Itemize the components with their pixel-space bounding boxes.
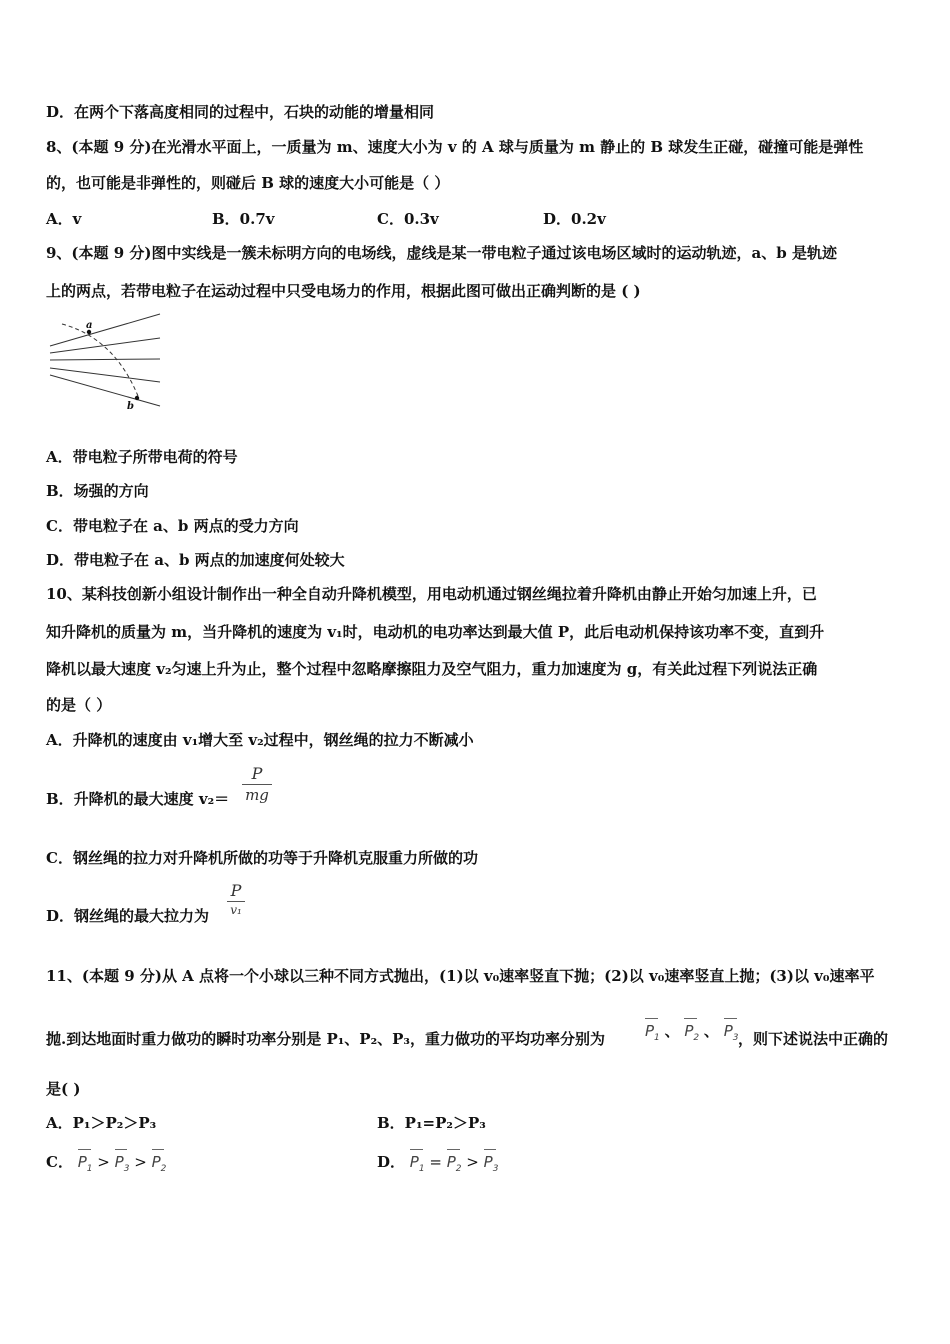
avg-power-p3: $P_3$ <box>115 1152 130 1179</box>
q11-stem-line2-end: ，则下述说法中正确的 <box>738 1030 889 1048</box>
q10-option-c: C．钢丝绳的拉力对升降机所做的功等于升降机克服重力所做的功 <box>46 849 478 867</box>
q11-option-b: B．P₁=P₂＞P₃ <box>377 1114 486 1132</box>
electric-field-figure <box>44 308 168 416</box>
avg-power-p1: $P_1$ <box>78 1152 93 1179</box>
q8-option-b: B．0.7v <box>212 210 275 228</box>
point-b <box>135 396 139 400</box>
avg-power-p3: $P_3$ <box>484 1152 499 1179</box>
q9-option-c: C．带电粒子在 a、b 两点的受力方向 <box>46 517 299 535</box>
avg-power-p3: $P_3$ <box>724 1021 739 1048</box>
avg-power-p2: $P_2$ <box>447 1152 462 1179</box>
q10-option-b: B．升降机的最大速度 v₂＝ <box>46 790 230 808</box>
q11-stem-line3: 是( ) <box>46 1080 81 1098</box>
q10-stem-line2: 知升降机的质量为 m，当升降机的速度为 v₁时，电动机的电功率达到最大值 P，此后电动机保持该功率不变，直到升 <box>46 623 825 641</box>
q10-stem-line4: 的是（ ） <box>46 696 112 714</box>
fraction-denominator: v₁ <box>230 903 242 917</box>
fraction-numerator: P <box>230 881 242 900</box>
q10-stem-line1: 10、某科技创新小组设计制作出一种全自动升降机模型，用电动机通过钢丝绳拉着升降机由静止开始匀加速上升，已 <box>46 585 817 603</box>
field-line <box>50 314 160 346</box>
q11-option-d: D． $P_1 = P_2 > P_3$ <box>377 1152 498 1179</box>
q8-option-a: A．v <box>46 210 82 228</box>
q10-option-d-fraction <box>227 881 245 917</box>
label-b: b <box>127 401 134 412</box>
q9-option-d: D．带电粒子在 a、b 两点的加速度何处较大 <box>46 551 345 569</box>
q11-option-a: A．P₁＞P₂＞P₃ <box>46 1114 157 1132</box>
q11-stem-line2: 抛.到达地面时重力做功的瞬时功率分别是 P₁、P₂、P₃，重力做功的平均功率分别为 <box>46 1030 605 1048</box>
q11-stem-line1: 11、(本题 9 分)从 A 点将一个小球以三种不同方式抛出，(1)以 v₀速率竖直下抛；(2)以 v₀速率竖直上抛；(3)以 v₀速率平 <box>46 967 875 985</box>
avg-power-p2: $P_2$ <box>684 1021 699 1048</box>
q8-option-d: D．0.2v <box>543 210 606 228</box>
q10-option-b-fraction <box>242 764 272 804</box>
avg-power-p1: $P_1$ <box>645 1021 660 1048</box>
q8-stem-line2: 的，也可能是非弹性的，则碰后 B 球的速度大小可能是（ ） <box>46 174 450 192</box>
q11-option-c: C． $P_1 > P_3 > P_2$ <box>46 1152 166 1179</box>
field-line <box>50 338 160 353</box>
q10-option-a: A．升降机的速度由 v₁增大至 v₂过程中，钢丝绳的拉力不断减小 <box>46 731 474 749</box>
q11-average-powers: $P_1$ 、 $P_2$ 、 $P_3$ <box>645 1021 739 1048</box>
avg-power-p2: $P_2$ <box>152 1152 167 1179</box>
fraction-denominator: mg <box>245 786 269 804</box>
q9-stem-line1: 9、(本题 9 分)图中实线是一簇未标明方向的电场线，虚线是某一带电粒子通过该电场区域时的运动轨迹，a、b 是轨迹 <box>46 244 837 262</box>
q8-stem-line1: 8、(本题 9 分)在光滑水平面上，一质量为 m、速度大小为 v 的 A 球与质量为 m 静止的 B 球发生正碰，碰撞可能是弹性 <box>46 138 864 156</box>
label-a: a <box>86 320 93 331</box>
q8-option-c: C．0.3v <box>377 210 439 228</box>
fraction-numerator: P <box>251 764 263 783</box>
field-line <box>50 359 160 360</box>
avg-power-p1: $P_1$ <box>410 1152 425 1179</box>
q10-option-d: D．钢丝绳的最大拉力为 <box>46 907 210 925</box>
q9-stem-line2: 上的两点，若带电粒子在运动过程中只受电场力的作用，根据此图可做出正确判断的是 ( ) <box>46 282 641 300</box>
q10-stem-line3: 降机以最大速度 v₂匀速上升为止，整个过程中忽略摩擦阻力及空气阻力，重力加速度为 g，有关此过程下列说法正确 <box>46 660 818 678</box>
q9-option-a: A．带电粒子所带电荷的符号 <box>46 448 238 466</box>
q7-option-d: D．在两个下落高度相同的过程中，石块的动能的增量相同 <box>46 103 435 121</box>
q9-option-b: B．场强的方向 <box>46 482 149 500</box>
